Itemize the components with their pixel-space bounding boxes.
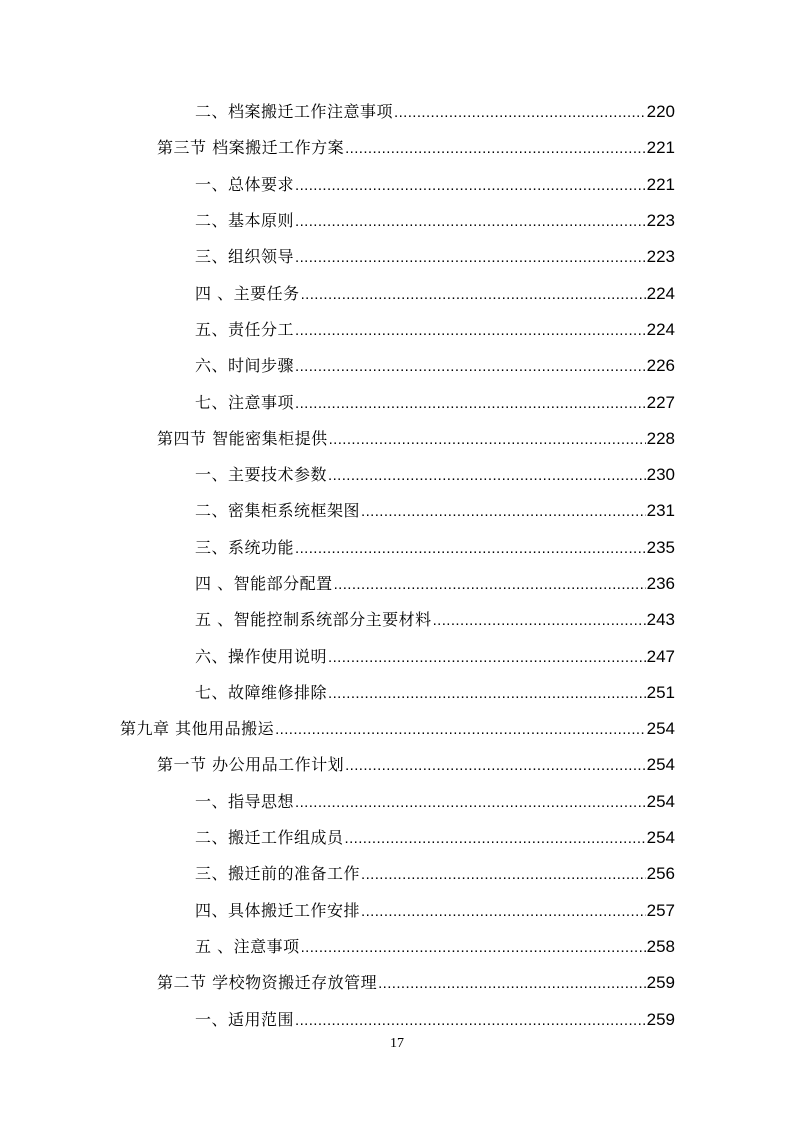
toc-entry-page: 221 [646,138,675,158]
dot-leader [328,463,646,489]
toc-entry-title: 六、操作使用说明 [195,646,328,666]
dot-leader [295,536,646,562]
toc-entry[interactable] [0,638,794,674]
toc-entry-title: 四、具体搬迁工作安排 [195,900,361,920]
toc-entry-page: 226 [646,356,675,376]
dot-leader [295,245,646,271]
toc-entry-page: 230 [646,465,675,485]
toc-entry[interactable] [0,167,794,203]
toc-entry[interactable] [0,1001,794,1037]
dot-leader [361,862,646,888]
toc-entry[interactable] [0,929,794,965]
toc-entry-page: 254 [646,719,675,739]
dot-leader [295,391,646,417]
dot-leader [378,971,646,997]
dot-leader [295,209,646,235]
toc-entry-title: 第九章 其他用品搬运 [120,719,275,739]
dot-leader [345,136,646,162]
toc-entry-page: 254 [646,755,675,775]
toc-entry-title: 五 、注意事项 [195,936,300,956]
toc-entry[interactable] [0,239,794,275]
dot-leader [328,681,646,707]
toc-entry-title: 四 、智能部分配置 [195,574,333,593]
toc-entry[interactable] [0,384,794,420]
toc-entry[interactable] [0,312,794,348]
dot-leader [345,753,646,779]
dot-leader [328,645,646,671]
toc-entry[interactable] [0,530,794,566]
toc-entry-title: 三、搬迁前的准备工作 [195,864,361,884]
toc-entry[interactable] [0,784,794,820]
toc-entry-title: 七、注意事项 [195,392,295,412]
toc-entry-page: 223 [646,247,675,267]
toc-entry[interactable] [0,203,794,239]
toc-entry-title: 第二节 学校物资搬迁存放管理 [157,973,378,993]
toc-entry[interactable] [0,421,794,457]
toc-entry-title: 五、责任分工 [195,319,295,339]
toc-entry-page: 231 [646,501,675,521]
toc-entry[interactable] [0,820,794,856]
toc-entry[interactable] [0,130,794,166]
toc-entry-title: 一、主要技术参数 [195,465,328,485]
toc-entry-page: 251 [646,682,675,702]
dot-leader [301,935,646,961]
dot-leader [295,354,646,380]
toc-entry-title: 四 、主要任务 [195,283,300,303]
toc-entry[interactable] [0,965,794,1001]
toc-entry-page: 257 [646,900,675,920]
dot-leader [295,173,646,199]
toc-entry-title: 二、密集柜系统框架图 [195,501,361,521]
toc-entry[interactable] [0,856,794,892]
toc-entry[interactable] [0,747,794,783]
toc-entry-page: 259 [646,1009,675,1029]
toc-entry[interactable] [0,566,794,602]
dot-leader [329,427,646,453]
toc-entry-page: 254 [646,791,675,811]
toc-entry-page: 223 [646,211,675,231]
page-number: 17 [390,1036,404,1051]
dot-leader [334,572,646,598]
dot-leader [361,499,646,525]
dot-leader [394,100,646,126]
toc-entry[interactable] [0,893,794,929]
dot-leader [295,790,646,816]
toc-entry-page: 259 [646,973,675,993]
toc-entry[interactable] [0,711,794,747]
toc-entry-page: 235 [646,537,675,557]
dot-leader [301,282,646,308]
toc-entry-page: 254 [646,828,675,848]
dot-leader [295,1008,646,1034]
toc-entry-page: 220 [646,102,675,122]
toc-entry[interactable] [0,602,794,638]
toc-entry-title: 第四节 智能密集柜提供 [157,428,328,448]
toc-entry-page: 227 [646,392,675,412]
toc-entry-title: 一、适用范围 [195,1009,295,1029]
toc-entry[interactable] [0,675,794,711]
toc-entry-title: 二、搬迁工作组成员 [195,828,344,848]
toc-entry-title: 五 、智能控制系统部分主要材料 [195,610,432,630]
toc-entry-page: 224 [646,319,675,339]
toc-entry-title: 三、组织领导 [195,247,295,267]
toc-entry-page: 221 [646,174,675,194]
table-of-contents [0,94,794,1038]
toc-entry-page: 228 [646,428,675,448]
toc-entry[interactable] [0,348,794,384]
toc-entry-title: 六、时间步骤 [195,356,295,376]
toc-entry-page: 258 [646,936,675,956]
dot-leader [433,608,646,634]
toc-entry[interactable] [0,94,794,130]
toc-entry-title: 第一节 办公用品工作计划 [157,755,345,775]
toc-entry[interactable] [0,457,794,493]
toc-entry[interactable] [0,275,794,311]
dot-leader [361,899,646,925]
toc-entry-page: 236 [646,574,675,593]
toc-entry-page: 224 [646,283,675,303]
dot-leader [345,826,646,852]
toc-entry-title: 三、系统功能 [195,537,295,557]
toc-entry-title: 二、基本原则 [195,211,295,231]
toc-entry-page: 256 [646,864,675,884]
toc-entry-title: 一、指导思想 [195,791,295,811]
toc-entry[interactable] [0,493,794,529]
dot-leader [275,717,646,743]
toc-entry-page: 243 [646,610,675,630]
toc-entry-title: 第三节 档案搬迁工作方案 [157,138,345,158]
toc-entry-title: 七、故障维修排除 [195,682,328,702]
dot-leader [295,318,646,344]
toc-entry-title: 二、档案搬迁工作注意事项 [195,102,394,122]
toc-entry-page: 247 [646,646,675,666]
toc-entry-title: 一、总体要求 [195,174,295,194]
